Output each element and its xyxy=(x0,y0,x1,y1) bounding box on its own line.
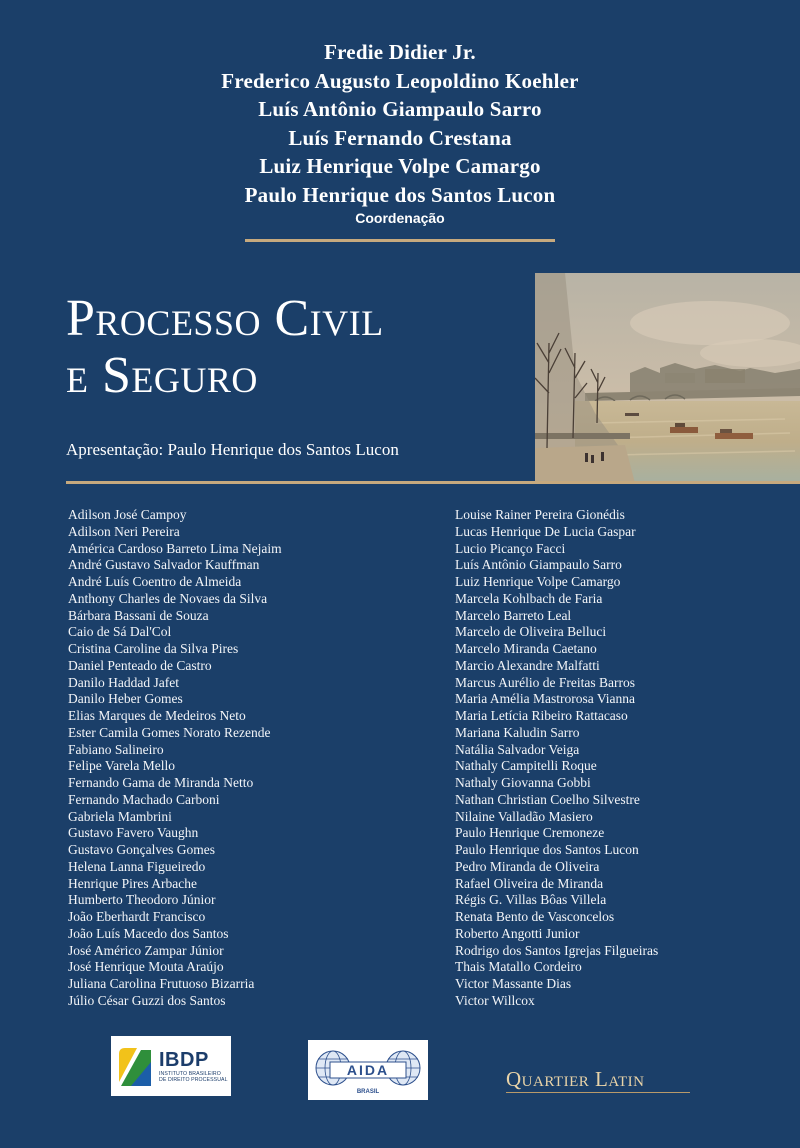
editor-name: Luís Fernando Crestana xyxy=(288,125,512,150)
author-name: Nathaly Campitelli Roque xyxy=(455,758,597,774)
author-name: João Luís Macedo dos Santos xyxy=(68,925,229,941)
author-name: Mariana Kaludin Sarro xyxy=(455,724,580,740)
cover-painting xyxy=(535,273,800,483)
author-name: José Américo Zampar Júnior xyxy=(68,942,224,958)
coordination-label: Coordenação xyxy=(355,210,445,226)
publisher-underline xyxy=(506,1092,690,1093)
author-name: América Cardoso Barreto Lima Nejaim xyxy=(68,540,282,556)
author-name: Maria Letícia Ribeiro Rattacaso xyxy=(455,708,628,723)
author-name: Rodrigo dos Santos Igrejas Filgueiras xyxy=(455,942,659,958)
author-name: Nathaly Giovanna Gobbi xyxy=(455,775,591,790)
author-name: Marcio Alexandre Malfatti xyxy=(455,657,600,673)
presentation-credit: Apresentação: Paulo Henrique dos Santos Lucon xyxy=(66,440,399,459)
title-line-2: e Seguro xyxy=(66,347,258,404)
author-name: Humberto Theodoro Júnior xyxy=(68,892,216,908)
authors-list-left xyxy=(68,507,282,1010)
ibdp-text xyxy=(159,1049,228,1084)
author-name: Ester Camila Gomes Norato Rezende xyxy=(68,724,271,740)
author-name: Marcela Kohlbach de Faria xyxy=(455,590,603,606)
author-name: Paulo Henrique Cremoneze xyxy=(455,825,605,841)
author-name: Henrique Pires Arbache xyxy=(68,875,197,891)
ibdp-emblem-icon xyxy=(117,1042,153,1090)
author-name: Nilaine Valladão Masiero xyxy=(455,808,593,824)
author-name: Elias Marques de Medeiros Neto xyxy=(68,708,246,723)
author-name: Felipe Varela Mello xyxy=(68,758,175,774)
author-name: Helena Lanna Figueiredo xyxy=(68,858,206,874)
author-name: Paulo Henrique dos Santos Lucon xyxy=(455,842,639,857)
author-name: Victor Massante Dias xyxy=(455,976,572,991)
editor-name: Fredie Didier Jr. xyxy=(324,40,476,64)
publisher-name: Quartier Latin xyxy=(506,1067,645,1091)
author-name: Gustavo Favero Vaughn xyxy=(68,825,199,841)
author-name: Fernando Machado Carboni xyxy=(68,791,220,807)
book-title xyxy=(66,290,536,404)
ibdp-name-line-1: INSTITUTO BRASILEIRO xyxy=(159,1070,221,1077)
author-name: Bárbara Bassani de Souza xyxy=(68,607,209,623)
author-name: Anthony Charles de Novaes da Silva xyxy=(68,590,268,606)
author-name: Renata Bento de Vasconcelos xyxy=(455,909,615,924)
author-name: Lucio Picanço Facci xyxy=(455,540,566,556)
author-name: Marcelo de Oliveira Belluci xyxy=(455,624,607,640)
author-name: Luiz Henrique Volpe Camargo xyxy=(455,574,621,589)
editor-name: Paulo Henrique dos Santos Lucon xyxy=(244,182,556,207)
author-name: Louise Rainer Pereira Gionédis xyxy=(455,507,625,522)
author-name: Marcus Aurélio de Freitas Barros xyxy=(455,674,635,690)
aida-country: BRASIL xyxy=(356,1089,380,1095)
author-name: Pedro Miranda de Oliveira xyxy=(455,858,600,874)
author-name: Daniel Penteado de Castro xyxy=(68,657,212,673)
author-name: Thais Matallo Cordeiro xyxy=(455,959,582,975)
author-name: André Luís Coentro de Almeida xyxy=(68,574,242,589)
author-name: Danilo Haddad Jafet xyxy=(68,674,179,690)
title-line-1: Processo Civil xyxy=(66,290,384,347)
aida-acronym: AIDA xyxy=(346,1062,390,1078)
author-name: Roberto Angotti Junior xyxy=(455,925,580,941)
author-name: Nathan Christian Coelho Silvestre xyxy=(455,791,640,807)
author-name: Cristina Caroline da Silva Pires xyxy=(68,641,239,656)
author-name: João Eberhardt Francisco xyxy=(68,909,206,924)
ibdp-name-line-2: DE DIREITO PROCESSUAL xyxy=(159,1077,228,1083)
author-name: Júlio César Guzzi dos Santos xyxy=(68,992,226,1008)
author-name: Gabriela Mambrini xyxy=(68,808,172,824)
ibdp-acronym: IBDP xyxy=(159,1048,209,1071)
author-name: Maria Amélia Mastrorosa Vianna xyxy=(455,691,636,707)
author-name: Rafael Oliveira de Miranda xyxy=(455,875,604,891)
author-name: José Henrique Mouta Araújo xyxy=(68,959,224,975)
author-name: Marcelo Barreto Leal xyxy=(455,607,572,623)
editor-name: Frederico Augusto Leopoldino Koehler xyxy=(221,68,579,93)
author-name: Adilson José Campoy xyxy=(68,507,187,522)
aida-logo xyxy=(308,1040,428,1100)
author-name: Caio de Sá Dal'Col xyxy=(68,624,172,640)
editor-name: Luís Antônio Giampaulo Sarro xyxy=(258,97,542,121)
author-name: Régis G. Villas Bôas Villela xyxy=(455,892,607,908)
editor-name: Luiz Henrique Volpe Camargo xyxy=(259,154,541,178)
author-name: Danilo Heber Gomes xyxy=(68,691,183,707)
author-name: Fabiano Salineiro xyxy=(68,741,164,757)
author-name: Fernando Gama de Miranda Netto xyxy=(68,775,254,790)
ibdp-logo xyxy=(111,1036,231,1096)
authors-list-right xyxy=(455,507,658,1010)
author-name: Natália Salvador Veiga xyxy=(455,741,580,757)
author-name: Marcelo Miranda Caetano xyxy=(455,641,597,656)
divider-middle xyxy=(66,481,800,484)
editors-block xyxy=(0,38,800,227)
author-name: Lucas Henrique De Lucia Gaspar xyxy=(455,523,636,539)
author-name: Victor Willcox xyxy=(455,992,535,1008)
author-name: Gustavo Gonçalves Gomes xyxy=(68,842,215,857)
author-name: Adilson Neri Pereira xyxy=(68,523,180,539)
author-name: Luís Antônio Giampaulo Sarro xyxy=(455,557,622,573)
divider-top xyxy=(245,239,555,242)
author-name: Juliana Carolina Frutuoso Bizarria xyxy=(68,976,255,991)
author-name: André Gustavo Salvador Kauffman xyxy=(68,557,260,573)
